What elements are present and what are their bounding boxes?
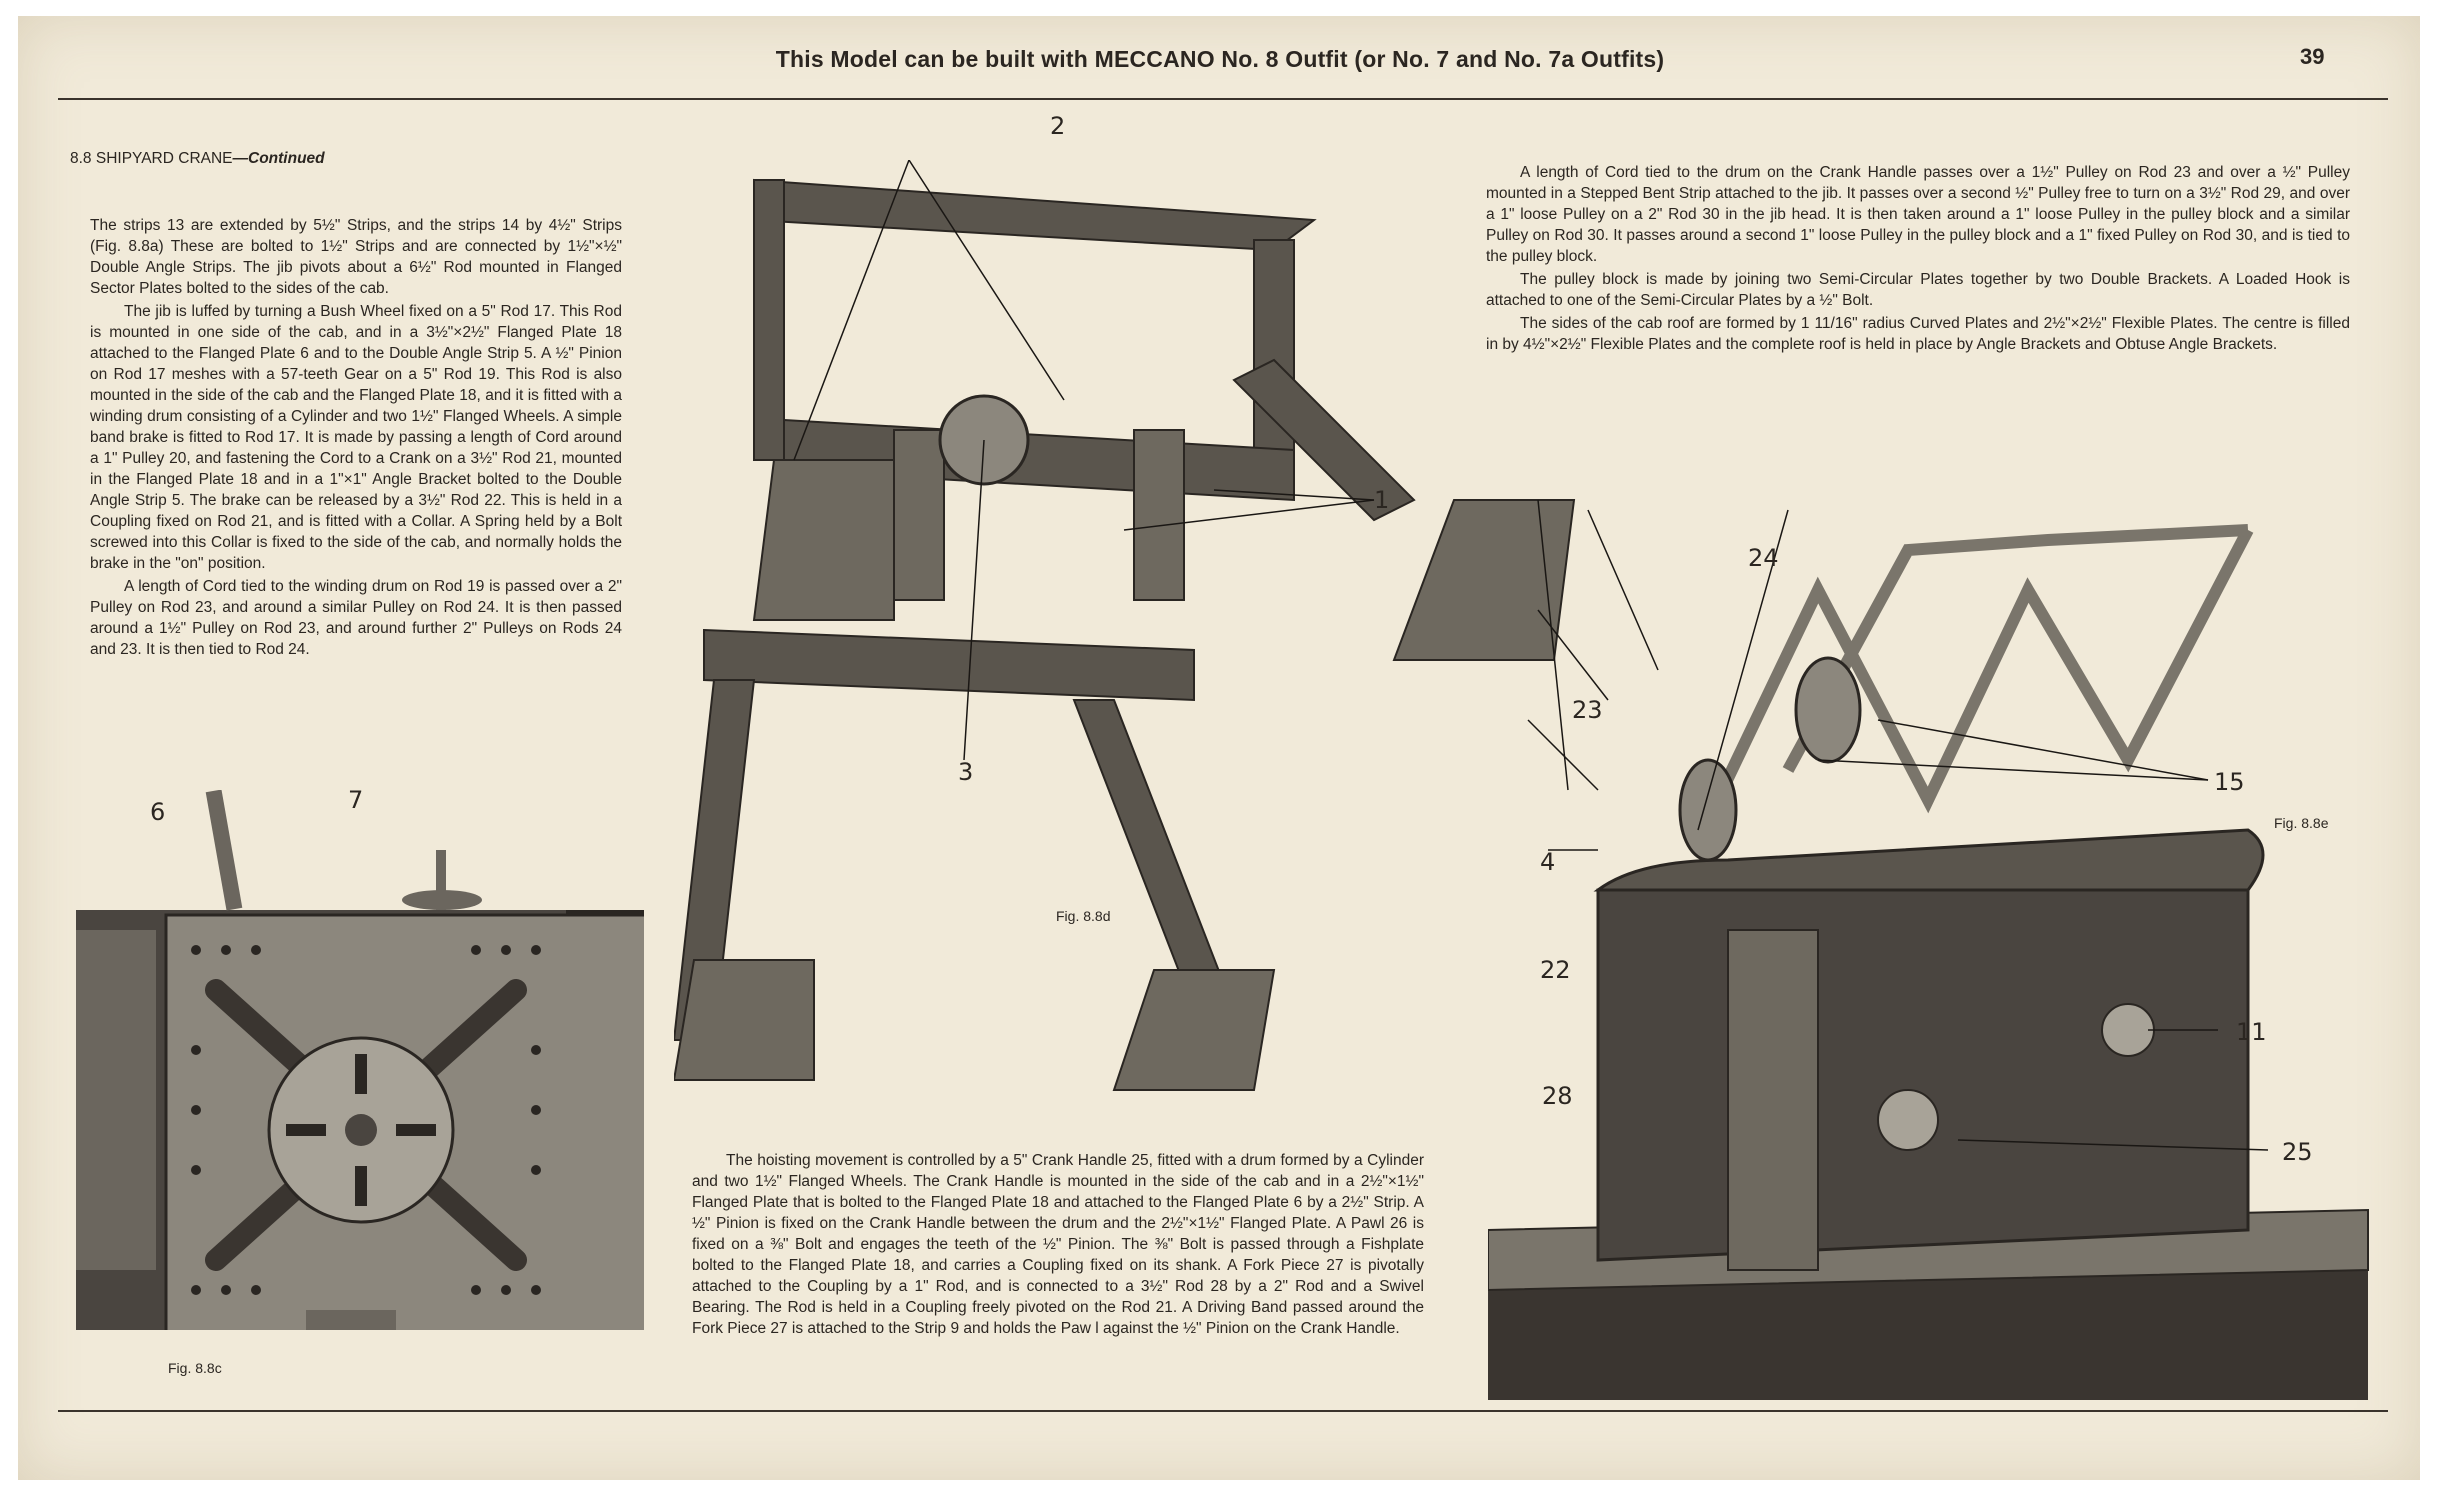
callout-11: 11 xyxy=(2236,1018,2267,1046)
figure-8-8d-drawing xyxy=(674,160,1594,1100)
callout-6: 6 xyxy=(150,798,166,826)
bottom-column-text xyxy=(692,1150,1424,1339)
section-title: 8.8 SHIPYARD CRANE xyxy=(70,150,233,167)
callout-24: 24 xyxy=(1748,544,1779,572)
fig-8-8d-drawing xyxy=(674,160,1594,1100)
page-header-title: This Model can be built with MECCANO No. 8 Outfit (or No. 7 and No. 7a Outfits) xyxy=(775,46,1665,72)
callout-15: 15 xyxy=(2214,768,2245,796)
fig-8-8d-caption: Fig. 8.8d xyxy=(1056,908,1111,924)
paragraph: The strips 13 are extended by 5½" Strips, and the strips 14 by 4½" Strips (Fig. 8.8a) These are bolted to 1½" Strips and are connected by 1½"×½" Double Angle Strips. The jib pivots about a 6½" Rod mounted in Flanged Sector Plates bolted to the sides of the cab. xyxy=(90,217,622,297)
fig-8-8c-caption: Fig. 8.8c xyxy=(168,1360,222,1376)
callout-23: 23 xyxy=(1572,696,1603,724)
header-rule xyxy=(58,98,2388,100)
callout-4: 4 xyxy=(1540,848,1556,876)
paragraph: The jib is luffed by turning a Bush Wheel fixed on a 5" Rod 17. This Rod is mounted in one side of the cab, and in a 3½"×2½" Flanged Plate 18 attached to the Flanged Plate 6 and to the Double Angle Strip 5. A ½" Pinion on Rod 17 meshes with a 57-teeth Gear on a 5" Rod 19. This Rod is also mounted in the side of the cab and the Flanged Plate 18, and it is fitted with a winding drum consisting of a Cylinder and two 1½" Flanged Wheels. A simple band brake is fitted to Rod 17. It is made by passing a length of Cord around a 1" Pulley 20, and fastening the Cord to a Crank on a 3½" Rod 21, mounted in the Flanged Plate 18 and in a 1"×1" Angle Bracket bolted to the Double Angle Strip 5. The brake can be released by a 3½" Rod 22. This is held in a Coupling fixed on Rod 21, and is fitted with a Collar. A Spring held by a Bolt screwed into this Collar is fixed to the side of the cab, and normally holds the brake in the "on" position. xyxy=(90,303,622,572)
callout-3: 3 xyxy=(958,758,974,786)
callout-22: 22 xyxy=(1540,956,1571,984)
figure-8-8e-photo xyxy=(1488,470,2388,1400)
paragraph: The sides of the cab roof are formed by 1 11/16" radius Curved Plates and 2½"×2½" Flexible Plates. The centre is filled in by 4½"×2½" Flexible Plates and the complete roof is held in place by Angle Brackets and Obtuse Angle Brackets. xyxy=(1486,315,2350,353)
paragraph: A length of Cord tied to the winding drum on Rod 19 is passed over a 2" Pulley on Rod 23, and around a similar Pulley on Rod 24. It is then passed around a 1½" Pulley on Rod 23, and around further 2" Pulleys on Rods 24 and 23. It is then tied to Rod 24. xyxy=(90,578,622,658)
fig-8-8e-caption: Fig. 8.8e xyxy=(2274,815,2329,831)
callout-25: 25 xyxy=(2282,1138,2313,1166)
fig-8-8e-drawing xyxy=(1488,470,2388,1400)
fig-8-8c-drawing xyxy=(76,790,644,1330)
paragraph: A length of Cord tied to the drum on the Crank Handle passes over a 1½" Pulley on Rod 23 and over a ½" Pulley mounted in a Stepped Bent Strip attached to the jib. It passes over a second ½" Pulley free to turn on a 3½" Rod 29, and over a 1" loose Pulley on a 2" Rod 30 in the jib head. It is then taken around a 1" loose Pulley in the pulley block and a similar Pulley on Rod 30. It passes around a second 1" loose Pulley in the pulley block and a 1" fixed Pulley on Rod 30, and is tied to the pulley block. xyxy=(1486,164,2350,265)
callout-2: 2 xyxy=(1050,112,1066,140)
section-heading xyxy=(70,150,325,168)
paragraph: The pulley block is made by joining two Semi-Circular Plates together by two Double Brackets. A Loaded Hook is attached to one of the Semi-Circular Plates by a ½" Bolt. xyxy=(1486,271,2350,309)
footer-rule xyxy=(58,1410,2388,1412)
page-number: 39 xyxy=(2300,44,2325,69)
callout-7: 7 xyxy=(348,786,364,814)
left-column-text xyxy=(90,215,622,660)
paragraph: The hoisting movement is controlled by a 5" Crank Handle 25, fitted with a drum formed by a Cylinder and two 1½" Flanged Wheels. The Crank Handle is mounted in the side of the cab and in a 2½"×1½" Flanged Plate that is bolted to the Flanged Plate 18 and attached to the Flanged Plate 6 by a 2½" Strip. A ½" Pinion is fixed on the Crank Handle between the drum and the 2½"×1½" Flanged Plate. A Pawl 26 is fixed on a ⅜" Bolt and engages the teeth of the ½" Pinion. The ⅜" Bolt is passed through a Fishplate bolted to the Flanged Plate 18, and carries a Coupling fixed on its shank. A Fork Piece 27 is pivotally attached to the Coupling by a 1" Rod, and is connected to a 3½" Rod 28 by a 2" Rod and a Swivel Bearing. The Rod is held in a Coupling freely pivoted on the Rod 21. A Driving Band passed around the Fork Piece 27 is attached to the Strip 9 and holds the Paw l against the ½" Pinion on the Crank Handle. xyxy=(692,1152,1424,1337)
section-continued: —Continued xyxy=(232,150,325,167)
right-column-text xyxy=(1486,162,2350,355)
figure-8-8c-photo xyxy=(76,790,644,1330)
callout-1: 1 xyxy=(1374,486,1390,514)
callout-28: 28 xyxy=(1542,1082,1573,1110)
